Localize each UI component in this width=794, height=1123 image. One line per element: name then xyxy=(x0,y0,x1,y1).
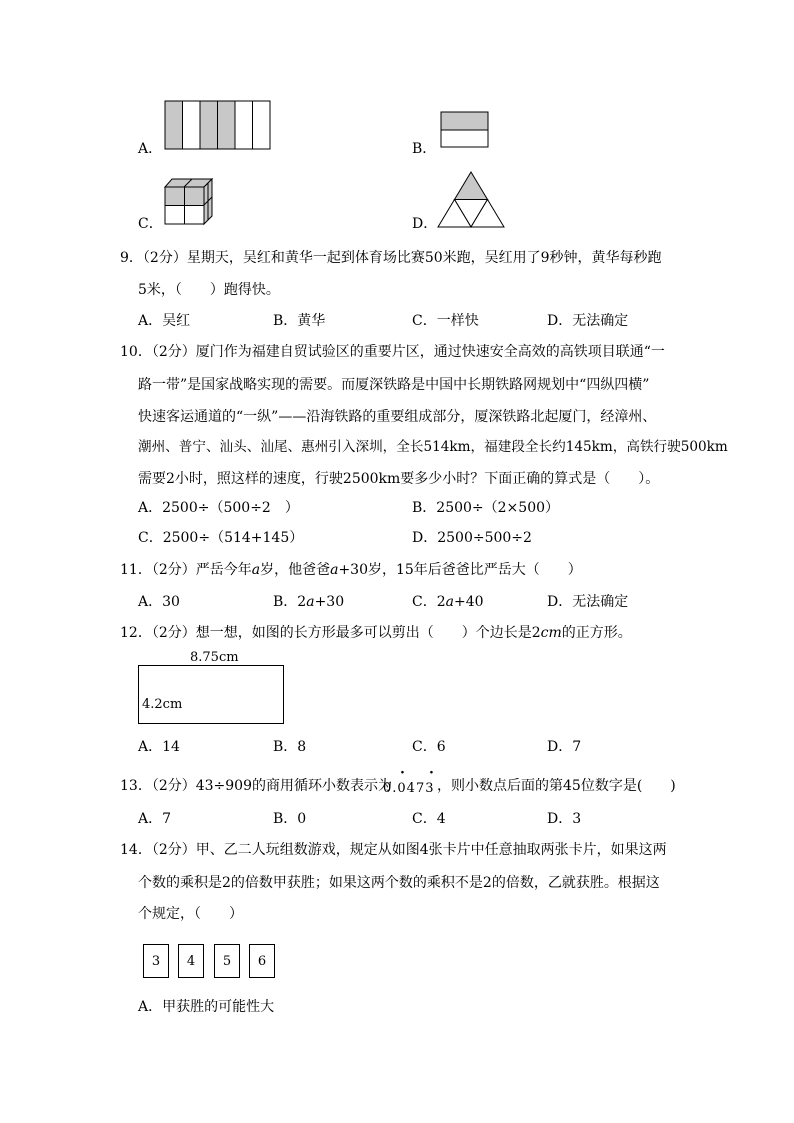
q8-option-d-label: D． xyxy=(412,216,438,232)
q11-option-b: B．2a+30 xyxy=(273,594,345,610)
q14-line-3: 个规定，（ ） xyxy=(138,906,243,922)
q14-card: 5 xyxy=(214,944,240,978)
q14-line-1: 14．（2分）甲、乙二人玩组数游戏，规定从如图4张卡片中任意抽取两张卡片，如果这两 xyxy=(120,842,667,858)
q14-card: 6 xyxy=(249,944,275,978)
q10-line-4: 潮州、普宁、汕头、汕尾、惠州引入深圳，全长514km，福建段全长约145km，高铁行驶500km xyxy=(138,439,728,455)
q12-option-d: D．7 xyxy=(547,739,582,755)
q11-option-a: A．30 xyxy=(138,594,180,610)
q13-option-d: D．3 xyxy=(547,811,582,827)
q10-line-1: 10．（2分）厦门作为福建自贸试验区的重要片区，通过快速安全高效的高铁项目联通“一 xyxy=(120,344,665,360)
q10-line-3: 快速客运通道的“一纵”——沿海铁路的重要组成部分，厦深铁路北起厦门，经漳州、 xyxy=(138,409,657,425)
q12-height-label: 4.2cm xyxy=(142,697,183,712)
q13-option-a: A．7 xyxy=(138,811,172,827)
q9-option-a: A．吴红 xyxy=(138,313,191,329)
q10-line-5: 需要2小时，照这样的速度，行驶2500km要多少小时？下面正确的算式是（ ）。 xyxy=(138,471,660,487)
q14-card: 3 xyxy=(143,944,169,978)
q10-option-b: B．2500÷（2×500） xyxy=(412,500,560,516)
q10-option-a: A．2500÷（500÷2 ） xyxy=(138,500,299,516)
q12-option-b: B．8 xyxy=(273,739,307,755)
q11-line-1: 11．（2分）严岳今年a岁，他爸爸a+30岁，15年后爸爸比严岳大（ ） xyxy=(120,562,582,578)
q10-option-c: C．2500÷（514+145） xyxy=(138,530,304,546)
q9-option-d: D．无法确定 xyxy=(547,313,629,329)
q14-option-a: A．甲获胜的可能性大 xyxy=(138,999,275,1015)
q12-line-1: 12．（2分）想一想，如图的长方形最多可以剪出（ ）个边长是2cm的正方形。 xyxy=(120,625,632,641)
q10-option-d: D．2500÷500÷2 xyxy=(412,530,532,546)
q13-repeat-dot-start: · xyxy=(400,765,405,781)
q13-option-b: B．0 xyxy=(273,811,307,827)
q14-line-2: 个数的乘积是2的倍数甲获胜；如果这两个数的乘积不是2的倍数，乙就获胜。根据这 xyxy=(138,875,660,891)
q10-line-2: 路一带”是国家战略实现的需要。而厦深铁路是中国中长期铁路网规划中“四纵四横” xyxy=(138,377,650,393)
q8-option-b-label: B． xyxy=(412,141,437,157)
q8-option-a-label: A． xyxy=(138,141,163,157)
q12-rectangle-figure xyxy=(138,665,284,724)
q11-option-c: C．2a+40 xyxy=(412,594,484,610)
q13-repeat-dot-end: · xyxy=(429,765,434,781)
q13-repeating-decimal: 0.0473 xyxy=(383,781,435,796)
q13-line-1-suffix: ，则小数点后面的第45位数字是( ) xyxy=(437,778,676,794)
q8-figure-c-cube xyxy=(164,178,214,226)
q14-card: 4 xyxy=(178,944,204,978)
q12-width-label: 8.75cm xyxy=(190,650,239,665)
q9-option-b: B．黄华 xyxy=(273,313,326,329)
q9-option-c: C．一样快 xyxy=(412,313,479,329)
q8-figure-b-rectangle xyxy=(440,111,490,149)
q11-option-d: D．无法确定 xyxy=(547,594,629,610)
q12-option-c: C．6 xyxy=(412,739,446,755)
q12-option-a: A．14 xyxy=(138,739,180,755)
q9-line-1: 9．（2分）星期天，吴红和黄华一起到体育场比赛50米跑，吴红用了9秒钟，黄华每秒跑 xyxy=(120,250,662,266)
q13-line-1-prefix: 13．（2分）43÷909的商用循环小数表示为 xyxy=(120,778,392,794)
q8-option-c-label: C． xyxy=(138,216,163,232)
q9-line-2: 5米，（ ）跑得快。 xyxy=(138,282,280,298)
q8-figure-d-triangle xyxy=(437,171,505,229)
q13-option-c: C．4 xyxy=(412,811,446,827)
q8-figure-a-strips xyxy=(164,100,272,150)
